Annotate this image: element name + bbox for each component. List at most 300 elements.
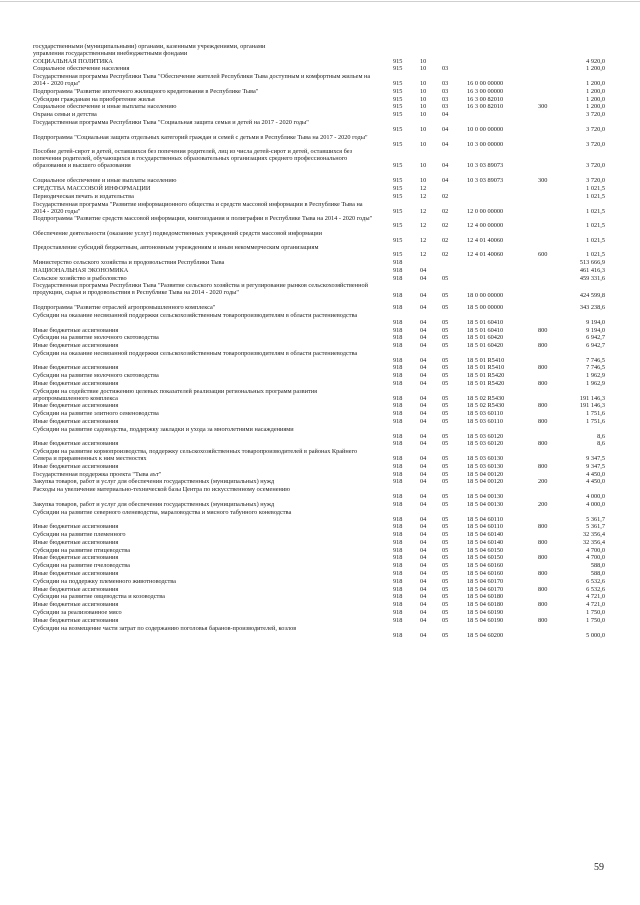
col-target-item: 10 3 03 89073	[467, 177, 504, 185]
row-name: Субсидии на развитие птицеводства	[33, 546, 130, 554]
col-subsection: 05	[442, 585, 449, 593]
col-amount: 513 666,9	[579, 258, 605, 266]
col-target-item: 18 5 04 60200	[467, 631, 504, 639]
col-target-item: 16 3 00 82010	[467, 103, 504, 111]
row-name: Иные бюджетные ассигнования	[33, 418, 119, 426]
col-amount: 4 721,0	[586, 601, 605, 609]
table-row	[33, 244, 609, 259]
col-subsection: 05	[442, 470, 449, 478]
col-section: 10	[420, 177, 427, 185]
table-row	[33, 372, 609, 380]
table-row	[33, 119, 609, 134]
col-amount: 4 700,0	[586, 554, 605, 562]
row-name: Субсидии за реализованное мясо	[33, 608, 122, 616]
col-subsection: 05	[442, 326, 449, 334]
table-row	[33, 601, 609, 609]
table-row	[33, 562, 609, 570]
table-row	[33, 312, 609, 327]
col-amount: 3 720,0	[586, 111, 605, 119]
col-subsection: 04	[442, 125, 449, 133]
table-row	[33, 478, 609, 486]
row-name: Министерство сельского хозяйства и продовольствия Республики Тыва	[33, 258, 225, 266]
col-amount: 4 000,0	[586, 493, 605, 501]
row-name: Социальное обеспечение населения	[33, 65, 130, 73]
table-row	[33, 501, 609, 509]
row-name: Государственная поддержка проекта "Тыва аът"	[33, 470, 162, 478]
col-subsection: 03	[442, 80, 449, 88]
col-subsection: 05	[442, 608, 449, 616]
col-subsection: 04	[442, 140, 449, 148]
row-name: Иные бюджетные ассигнования	[33, 585, 119, 593]
col-expense-type: 800	[538, 523, 548, 531]
col-target-item: 18 5 04 60190	[467, 608, 504, 616]
table-row	[33, 593, 609, 601]
table-row	[33, 570, 609, 578]
col-section: 04	[420, 274, 427, 282]
col-amount: 4 721,0	[586, 593, 605, 601]
col-section: 04	[420, 410, 427, 418]
row-name: СРЕДСТВА МАССОВОЙ ИНФОРМАЦИИ	[33, 184, 151, 192]
col-admin-code: 915	[393, 140, 403, 148]
col-amount: 7 746,5	[586, 356, 605, 364]
row-name: Государственная программа Республики Тыва "Обеспечение жителей Республики Тыва доступным и комфортным жильем на 2014 - 2020 годы"	[33, 73, 371, 88]
col-target-item: 18 5 04 00130	[467, 493, 504, 501]
col-admin-code: 915	[393, 251, 403, 259]
col-amount: 1 200,0	[586, 87, 605, 95]
col-section: 12	[420, 184, 427, 192]
col-admin-code: 918	[393, 432, 403, 440]
table-row	[33, 380, 609, 388]
row-name: Иные бюджетные ассигнования	[33, 570, 119, 577]
table-row	[33, 185, 609, 193]
col-amount: 9 194,0	[586, 318, 605, 326]
col-subsection: 05	[442, 523, 449, 531]
col-subsection: 03	[442, 103, 449, 111]
col-subsection: 05	[442, 402, 449, 410]
col-target-item: 18 5 03 60120	[467, 440, 504, 448]
col-section: 04	[420, 538, 427, 546]
col-expense-type: 300	[538, 103, 548, 111]
table-row	[33, 364, 609, 372]
col-subsection: 05	[442, 394, 449, 402]
col-target-item: 16 3 00 00000	[467, 87, 504, 95]
col-subsection: 05	[442, 432, 449, 440]
col-amount: 32 356,4	[582, 538, 605, 546]
col-expense-type: 800	[538, 380, 548, 388]
col-expense-type: 300	[538, 177, 548, 185]
col-amount: 9 347,5	[586, 455, 605, 463]
col-section: 04	[420, 562, 427, 570]
col-admin-code: 915	[393, 192, 403, 200]
row-name: Иные бюджетные ассигнования	[33, 326, 119, 334]
col-admin-code: 918	[393, 616, 403, 624]
row-name: Периодическая печать и издательства	[33, 192, 134, 200]
col-expense-type: 800	[538, 462, 548, 470]
row-name: Субсидии на развитие племенного	[33, 531, 126, 539]
table-row	[33, 134, 609, 149]
col-amount: 1 962,9	[586, 380, 605, 388]
table-row	[33, 111, 609, 119]
col-admin-code: 918	[393, 546, 403, 554]
col-amount: 1 200,0	[586, 103, 605, 111]
col-amount: 7 746,5	[586, 364, 605, 372]
col-target-item: 18 5 01 60420	[467, 342, 504, 350]
col-admin-code: 918	[393, 342, 403, 350]
col-section: 10	[420, 95, 427, 103]
col-target-item: 18 5 04 60140	[467, 531, 504, 539]
col-amount: 5 361,7	[586, 515, 605, 523]
col-admin-code: 918	[393, 364, 403, 372]
col-amount: 343 238,6	[579, 304, 605, 312]
col-subsection: 05	[442, 334, 449, 342]
col-subsection: 05	[442, 372, 449, 380]
col-section: 04	[420, 455, 427, 463]
col-admin-code: 918	[393, 593, 403, 601]
table-row	[33, 215, 609, 230]
col-subsection: 05	[442, 562, 449, 570]
col-target-item: 18 5 01 60410	[467, 326, 504, 334]
col-section: 10	[420, 65, 427, 73]
row-name: Субсидии на развитие молочного скотоводства	[33, 334, 159, 342]
col-amount: 588,0	[590, 570, 605, 577]
col-subsection: 05	[442, 577, 449, 585]
col-amount: 6 532,6	[586, 585, 605, 593]
col-section: 04	[420, 470, 427, 478]
col-target-item: 18 5 03 60130	[467, 455, 504, 463]
col-subsection: 04	[442, 162, 449, 170]
col-amount: 32 356,4	[582, 531, 605, 539]
row-name: Государственная программа Республики Тыва "Социальная защита семьи и детей на 2017 - 2020 годы"	[33, 118, 309, 126]
col-admin-code: 915	[393, 57, 403, 65]
col-target-item: 18 5 02 R5430	[467, 394, 505, 402]
col-section: 04	[420, 478, 427, 486]
table-row	[33, 267, 609, 275]
table-row	[33, 448, 609, 463]
col-subsection: 05	[442, 601, 449, 609]
table-row	[33, 586, 609, 594]
col-target-item: 18 5 01 R5420	[467, 380, 505, 388]
col-admin-code: 918	[393, 402, 403, 410]
col-subsection: 05	[442, 515, 449, 523]
col-target-item: 18 5 04 60180	[467, 601, 504, 609]
row-name: Иные бюджетные ассигнования	[33, 462, 119, 470]
row-name: Субсидии на оказание несвязанной поддержки сельскохозяйственным товаропроизводителям в области растениеводства	[33, 311, 358, 319]
table-row	[33, 342, 609, 350]
col-admin-code: 918	[393, 258, 403, 266]
col-admin-code: 918	[393, 608, 403, 616]
col-section: 04	[420, 380, 427, 388]
col-admin-code: 915	[393, 125, 403, 133]
col-expense-type: 800	[538, 440, 548, 448]
row-name: Социальное обеспечение и иные выплаты населению	[33, 177, 177, 185]
col-section: 04	[420, 616, 427, 624]
table-row	[33, 327, 609, 335]
row-name: Иные бюджетные ассигнования	[33, 523, 119, 531]
col-section: 04	[420, 577, 427, 585]
row-name: Иные бюджетные ассигнования	[33, 601, 119, 609]
row-name: Социальное обеспечение и иные выплаты населению	[33, 103, 177, 111]
col-section: 04	[420, 318, 427, 326]
col-amount: 4 000,0	[586, 500, 605, 508]
col-admin-code: 915	[393, 87, 403, 95]
col-admin-code: 915	[393, 184, 403, 192]
col-expense-type: 800	[538, 554, 548, 562]
col-subsection: 05	[442, 631, 449, 639]
col-section: 04	[420, 523, 427, 531]
col-section: 12	[420, 207, 427, 215]
row-name: Субсидии на развитие северного оленеводства, мараловодства и мясного табунного коневодства	[33, 508, 292, 516]
col-admin-code: 918	[393, 462, 403, 470]
col-amount: 3 720,0	[586, 162, 605, 170]
col-subsection: 05	[442, 570, 449, 577]
col-section: 04	[420, 500, 427, 508]
table-row	[33, 617, 609, 625]
col-section: 12	[420, 251, 427, 259]
table-row	[33, 539, 609, 547]
col-subsection: 05	[442, 546, 449, 554]
row-name: Иные бюджетные ассигнования	[33, 616, 119, 624]
col-target-item: 18 5 01 R5420	[467, 372, 505, 380]
intro-line: управления государственными внебюджетными фондами	[33, 50, 188, 58]
table-row	[33, 58, 609, 66]
col-amount: 6 532,6	[586, 577, 605, 585]
col-admin-code: 918	[393, 570, 403, 577]
col-admin-code: 918	[393, 334, 403, 342]
col-admin-code: 915	[393, 65, 403, 73]
col-admin-code: 915	[393, 162, 403, 170]
table-row	[33, 440, 609, 448]
row-name: Закупка товаров, работ и услуг для обеспечения государственных (муниципальных) нужд	[33, 478, 275, 486]
col-admin-code: 918	[393, 531, 403, 539]
row-name	[33, 43, 373, 57]
table-row	[33, 275, 609, 283]
col-subsection: 05	[442, 274, 449, 282]
row-name: Расходы на увеличение материально-технической базы Центра по искусственному осеменению	[33, 486, 290, 494]
col-admin-code: 918	[393, 554, 403, 562]
col-amount: 1 021,5	[586, 236, 605, 244]
col-subsection: 05	[442, 380, 449, 388]
col-expense-type: 800	[538, 616, 548, 624]
col-amount: 6 942,7	[586, 342, 605, 350]
col-amount: 1 021,5	[586, 222, 605, 230]
table-row	[33, 148, 609, 177]
table-row	[33, 259, 609, 267]
col-target-item: 18 5 04 60190	[467, 616, 504, 624]
row-name: Субсидии на развитие кормопроизводства, поддержку сельскохозяйственных товаропроизводителей в районах Крайнего Севера и приравненных к ним местностях	[33, 448, 358, 463]
col-amount: 6 942,7	[586, 334, 605, 342]
row-name: Субсидии на содействие достижению целевых показателей реализации региональных программ развития агропромышленного комплекса	[33, 387, 317, 402]
continued-row	[33, 43, 609, 58]
col-section: 04	[420, 342, 427, 350]
row-name: Государственная программа Республики Тыва "Развитие сельского хозяйства и регулирование рынков сельскохозяйственной продукции, сырья и продовольствия в Республике Тыва на 2014 - 2020 годы"	[33, 282, 368, 297]
col-amount: 1 200,0	[586, 65, 605, 73]
col-target-item: 18 5 04 60140	[467, 538, 504, 546]
col-target-item: 18 5 04 00120	[467, 470, 504, 478]
col-expense-type: 800	[538, 601, 548, 609]
col-amount: 1 021,5	[586, 251, 605, 259]
col-admin-code: 915	[393, 80, 403, 88]
col-admin-code: 918	[393, 292, 403, 300]
col-section: 12	[420, 236, 427, 244]
table-row	[33, 609, 609, 617]
col-admin-code: 915	[393, 103, 403, 111]
row-name: Иные бюджетные ассигнования	[33, 342, 119, 350]
col-target-item: 18 5 04 60160	[467, 562, 504, 570]
col-target-item: 18 5 01 R5410	[467, 364, 505, 372]
col-amount: 1 200,0	[586, 80, 605, 88]
col-amount: 4 450,0	[586, 470, 605, 478]
col-section: 04	[420, 394, 427, 402]
col-target-item: 10 3 00 00000	[467, 140, 504, 148]
row-name: НАЦИОНАЛЬНАЯ ЭКОНОМИКА	[33, 266, 129, 274]
col-target-item: 12 0 00 00000	[467, 207, 504, 215]
col-amount: 1 021,5	[586, 184, 605, 192]
table-row	[33, 509, 609, 524]
col-section: 10	[420, 87, 427, 95]
table-row	[33, 88, 609, 96]
col-target-item: 12 4 01 40060	[467, 236, 504, 244]
col-section: 10	[420, 80, 427, 88]
row-name: Закупка товаров, работ и услуг для обеспечения государственных (муниципальных) нужд	[33, 500, 275, 508]
col-admin-code: 918	[393, 585, 403, 593]
col-amount: 9 347,5	[586, 462, 605, 470]
row-name: Иные бюджетные ассигнования	[33, 440, 119, 448]
table-row	[33, 578, 609, 586]
col-section: 04	[420, 266, 427, 274]
col-section: 10	[420, 125, 427, 133]
table-row	[33, 177, 609, 185]
col-section: 10	[420, 57, 427, 65]
col-expense-type: 200	[538, 478, 548, 486]
col-admin-code: 918	[393, 515, 403, 523]
col-amount: 1 200,0	[586, 95, 605, 103]
col-target-item: 12 4 01 40060	[467, 251, 504, 259]
col-amount: 461 416,3	[579, 266, 605, 274]
table-row	[33, 418, 609, 426]
col-target-item: 18 5 04 60150	[467, 546, 504, 554]
col-subsection: 02	[442, 207, 449, 215]
col-section: 04	[420, 292, 427, 300]
col-section: 04	[420, 515, 427, 523]
table-row	[33, 410, 609, 418]
table-row	[33, 304, 609, 312]
col-subsection: 05	[442, 500, 449, 508]
col-admin-code: 915	[393, 236, 403, 244]
table-row	[33, 531, 609, 539]
col-section: 04	[420, 493, 427, 501]
col-section: 04	[420, 593, 427, 601]
col-admin-code: 918	[393, 380, 403, 388]
col-subsection: 05	[442, 593, 449, 601]
col-target-item: 16 3 00 82010	[467, 95, 504, 103]
col-expense-type: 800	[538, 538, 548, 546]
col-expense-type: 600	[538, 251, 548, 259]
col-subsection: 02	[442, 192, 449, 200]
page-number: 59	[594, 862, 604, 873]
row-name: Субсидии гражданам на приобретение жилья	[33, 95, 155, 103]
col-subsection: 03	[442, 95, 449, 103]
col-section: 10	[420, 140, 427, 148]
col-admin-code: 915	[393, 111, 403, 119]
col-section: 04	[420, 326, 427, 334]
col-admin-code: 918	[393, 440, 403, 448]
row-name: Субсидии на возмещение части затрат по содержанию поголовья баранов-производителей, козлов	[33, 624, 297, 632]
col-admin-code: 918	[393, 418, 403, 426]
col-subsection: 02	[442, 236, 449, 244]
col-amount: 3 720,0	[586, 177, 605, 185]
col-target-item: 18 5 03 60130	[467, 462, 504, 470]
col-amount: 1 751,6	[586, 418, 605, 426]
col-expense-type: 800	[538, 570, 548, 577]
col-amount: 459 331,6	[579, 274, 605, 282]
col-admin-code: 918	[393, 562, 403, 570]
col-admin-code: 918	[393, 455, 403, 463]
col-subsection: 05	[442, 538, 449, 546]
col-expense-type: 800	[538, 418, 548, 426]
col-target-item: 10 3 03 89073	[467, 162, 504, 170]
table-row	[33, 282, 609, 304]
col-target-item: 10 0 00 00000	[467, 125, 504, 133]
intro-line: государственными (муниципальными) органами, казенными учреждениями, органами	[33, 43, 266, 50]
row-name: Подпрограмма "Развитие отраслей агропромышленного комплекса"	[33, 304, 216, 312]
col-section: 04	[420, 554, 427, 562]
col-admin-code: 918	[393, 318, 403, 326]
col-admin-code: 918	[393, 577, 403, 585]
col-admin-code: 918	[393, 326, 403, 334]
col-amount: 4 920,0	[586, 57, 605, 65]
col-subsection: 05	[442, 418, 449, 426]
col-section: 04	[420, 356, 427, 364]
col-admin-code: 918	[393, 493, 403, 501]
col-amount: 8,6	[597, 440, 605, 448]
col-subsection: 05	[442, 292, 449, 300]
table-row	[33, 554, 609, 562]
col-subsection: 05	[442, 554, 449, 562]
col-subsection: 02	[442, 222, 449, 230]
col-expense-type: 800	[538, 585, 548, 593]
col-target-item: 18 5 03 60110	[467, 418, 503, 426]
col-target-item: 18 5 01 60420	[467, 334, 504, 342]
col-target-item: 18 5 03 60120	[467, 432, 504, 440]
col-target-item: 18 5 04 60170	[467, 585, 504, 593]
col-admin-code: 918	[393, 478, 403, 486]
col-section: 04	[420, 546, 427, 554]
table-row	[33, 96, 609, 104]
col-admin-code: 918	[393, 631, 403, 639]
col-section: 04	[420, 462, 427, 470]
col-section: 12	[420, 222, 427, 230]
col-subsection: 04	[442, 111, 449, 119]
table-row	[33, 334, 609, 342]
table-row	[33, 103, 609, 111]
col-section: 10	[420, 162, 427, 170]
col-subsection: 05	[442, 410, 449, 418]
col-target-item: 18 5 04 60170	[467, 577, 504, 585]
col-section: 04	[420, 585, 427, 593]
col-admin-code: 918	[393, 500, 403, 508]
col-subsection: 02	[442, 251, 449, 259]
row-name: Пособие детей-сирот и детей, оставшихся без попечения родителей, лиц из числа детей-сирот и детей, оставшихся без попечения родителей, обучающихся в государственных образовательных организациях среднего профессионального образования и высшего образования	[33, 148, 353, 170]
col-subsection: 05	[442, 616, 449, 624]
table-row	[33, 402, 609, 410]
table-row	[33, 388, 609, 403]
col-amount: 5 361,7	[586, 523, 605, 531]
col-section: 04	[420, 570, 427, 577]
col-target-item: 18 5 04 00120	[467, 478, 504, 486]
table-row	[33, 523, 609, 531]
col-target-item: 18 5 00 00000	[467, 304, 504, 312]
col-amount: 4 450,0	[586, 478, 605, 486]
